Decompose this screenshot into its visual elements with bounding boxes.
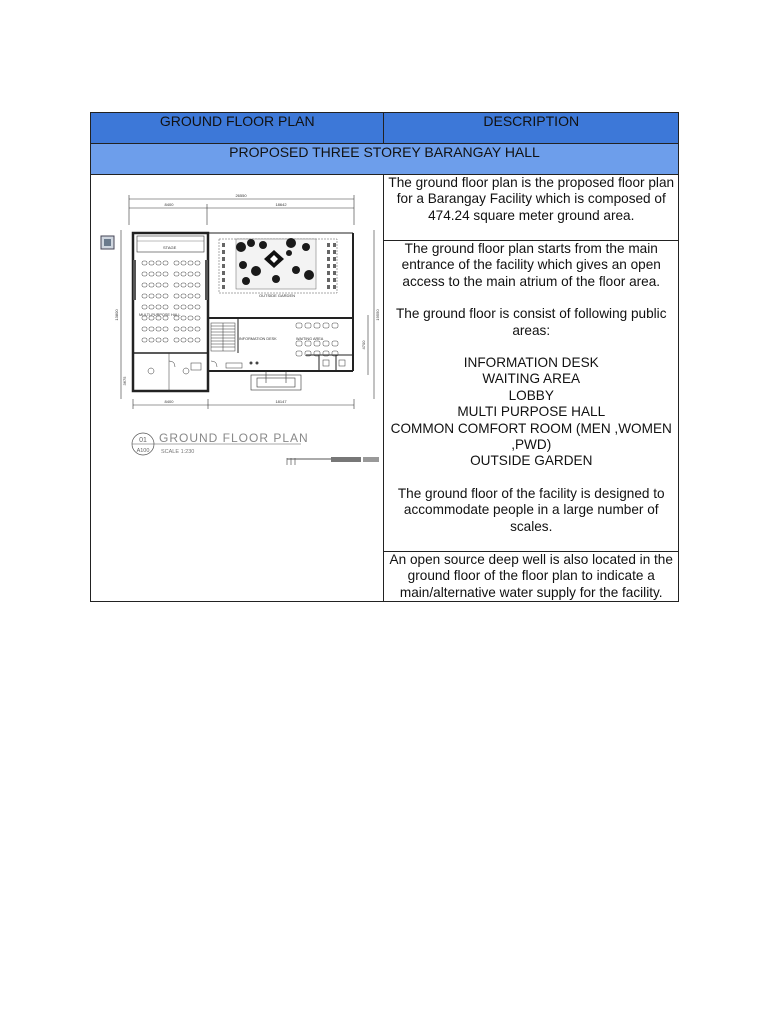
hall-chair (156, 272, 161, 276)
header-ground-floor-plan: GROUND FLOOR PLAN (91, 113, 384, 144)
dim-right: 18642 (275, 202, 287, 207)
description-capacity: The ground floor of the facility is designed to accommodate people in a large number of scales. (397, 485, 665, 534)
planter (333, 264, 336, 268)
area-lobby: LOBBY (508, 387, 554, 403)
stairs (211, 323, 235, 351)
hall-chair (188, 283, 193, 287)
hall-chair (195, 294, 200, 298)
waiting-chair (296, 351, 302, 356)
garden-tree (292, 266, 300, 274)
area-multi-purpose-hall: MULTI PURPOSE HALL (457, 404, 606, 420)
hall-chair (181, 327, 186, 331)
label-stage: STAGE (163, 245, 177, 250)
description-block-2 (384, 241, 679, 552)
planter (333, 250, 336, 254)
garden-tree (304, 270, 314, 280)
area-waiting-area: WAITING AREA (482, 371, 581, 387)
waiting-chair (332, 341, 338, 346)
label-multi-purpose-hall: MULTI-PURPOSE HALL (139, 313, 181, 317)
hall-chair (174, 305, 179, 309)
garden-tree (247, 239, 255, 247)
planter (333, 243, 336, 247)
hall-chair (156, 327, 161, 331)
hall-chair (195, 305, 200, 309)
planter (222, 264, 225, 268)
hall-chair (156, 283, 161, 287)
hall-chair (188, 316, 193, 320)
hall-chair (156, 338, 161, 342)
waiting-chair (323, 323, 329, 328)
planter (222, 285, 225, 289)
hall-seating (142, 261, 200, 342)
floor-plan-table (90, 112, 679, 602)
planter (333, 278, 336, 282)
description-areas-intro: The ground floor is consist of following public areas: (395, 306, 667, 338)
dim-total: 26550 (235, 193, 247, 198)
misc-fixtures (226, 362, 259, 369)
hall-chair (195, 327, 200, 331)
dim-side-low: 3675 (122, 376, 127, 386)
hall-chair (149, 272, 154, 276)
hall-chair (195, 316, 200, 320)
garden-tree (259, 241, 267, 249)
hall-chair (156, 294, 161, 298)
planter (327, 264, 330, 268)
hall-chair (149, 261, 154, 265)
hall-chair (188, 327, 193, 331)
planter (222, 243, 225, 247)
hall-chair (163, 338, 168, 342)
floor-plan-drawing (91, 175, 384, 475)
legend-strip (287, 457, 379, 465)
hall-chair (163, 305, 168, 309)
main-entrance (251, 371, 301, 390)
garden-tree (272, 275, 280, 283)
hall-chair (188, 305, 193, 309)
drawing-title: GROUND FLOOR PLAN (159, 431, 309, 445)
description-deep-well: An open source deep well is also located in the ground floor of the floor plan to indicate a main/alternative water supply for the facility. (389, 552, 673, 600)
hall-chair (195, 261, 200, 265)
hall-chair (181, 261, 186, 265)
public-areas-list (384, 355, 678, 470)
hall-chair (174, 283, 179, 287)
hall-chair (142, 283, 147, 287)
hall-chair (149, 338, 154, 342)
hall-chair (156, 305, 161, 309)
hall-chair (174, 261, 179, 265)
waiting-chair (314, 323, 320, 328)
floor-plan-drawing-cell (91, 175, 384, 602)
label-waiting-area: WAITING AREA (296, 337, 324, 341)
garden-tree (242, 277, 250, 285)
hall-chair (142, 272, 147, 276)
hall-chair (149, 294, 154, 298)
top-dimensions (129, 195, 354, 225)
description-entrance: The ground floor plan starts from the main entrance of the facility which gives an open access to the main atrium of the floor area. (401, 241, 661, 289)
hall-chair (156, 261, 161, 265)
header-description: DESCRIPTION (384, 113, 679, 144)
label-outside-garden: OUTSIDE GARDEN (259, 293, 296, 298)
garden-tree (286, 250, 292, 256)
waiting-chair (305, 341, 311, 346)
dim-bottom-right: 18147 (275, 399, 287, 404)
hall-chair (188, 272, 193, 276)
garden-tree (302, 243, 310, 251)
planter (327, 271, 330, 275)
hall-chair (142, 338, 147, 342)
hall-chair (181, 272, 186, 276)
hall-chair (188, 261, 193, 265)
dim-left: 8400 (164, 202, 174, 207)
hall-chair (142, 261, 147, 265)
waiting-chair (314, 341, 320, 346)
area-outside-garden: OUTSIDE GARDEN (470, 453, 593, 469)
area-comfort-room: COMMON COMFORT ROOM (MEN ,WOMEN ,PWD) (390, 420, 672, 453)
hall-chair (195, 283, 200, 287)
hall-chair (181, 305, 186, 309)
hall-chair (163, 261, 168, 265)
dim-side-right: 19550 (375, 309, 380, 321)
planter (222, 278, 225, 282)
hall-chair (174, 294, 179, 298)
planter (222, 271, 225, 275)
description-overview: The ground floor plan is the proposed floor plan for a Barangay Facility which is composed of 474.24 square meter ground area. (388, 175, 675, 223)
hall-chair (188, 338, 193, 342)
waiting-chair (296, 341, 302, 346)
dim-bottom-left: 8400 (164, 399, 174, 404)
hall-chair (149, 283, 154, 287)
planter (327, 243, 330, 247)
hall-chair (174, 327, 179, 331)
hall-chair (149, 305, 154, 309)
dim-side-mid: 4700 (361, 340, 366, 350)
planter (327, 285, 330, 289)
hall-chair (181, 294, 186, 298)
planter (222, 257, 225, 261)
hall-chair (163, 294, 168, 298)
planter (327, 257, 330, 261)
hall-chair (142, 294, 147, 298)
planter (327, 278, 330, 282)
hall-chair (195, 272, 200, 276)
description-block-3 (384, 552, 679, 602)
planter (333, 257, 336, 261)
waiting-chair (332, 323, 338, 328)
garden-tree (251, 266, 261, 276)
hall-chair (195, 338, 200, 342)
hall-chair (174, 338, 179, 342)
waiting-chair (296, 323, 302, 328)
area-information-desk: INFORMATION DESK (463, 355, 599, 371)
sheet-number: A100 (136, 448, 150, 454)
subheader-project-title: PROPOSED THREE STOREY BARANGAY HALL (91, 144, 679, 175)
drawing-scale: SCALE 1:230 (161, 449, 195, 455)
garden-tree (286, 238, 296, 248)
garden-tree (236, 242, 246, 252)
hall-chair (188, 294, 193, 298)
hall-chair (163, 283, 168, 287)
waiting-chair (305, 323, 311, 328)
waiting-chair (323, 341, 329, 346)
hall-chair (149, 327, 154, 331)
image-placeholder-icon (101, 236, 114, 249)
garden-tree (239, 261, 247, 269)
planter (222, 250, 225, 254)
hall-chair (163, 327, 168, 331)
dim-side-left: 13800 (114, 309, 119, 321)
hall-chair (163, 272, 168, 276)
hall-chair (181, 283, 186, 287)
title-number: 01 (139, 437, 147, 444)
label-information-desk: INFORMATION DESK (239, 337, 277, 341)
hall-chair (181, 316, 186, 320)
planter (327, 250, 330, 254)
description-block-1 (384, 175, 679, 241)
hall-chair (174, 272, 179, 276)
planter (333, 271, 336, 275)
hall-chair (181, 338, 186, 342)
planter (333, 285, 336, 289)
hall-chair (142, 327, 147, 331)
hall-chair (142, 305, 147, 309)
